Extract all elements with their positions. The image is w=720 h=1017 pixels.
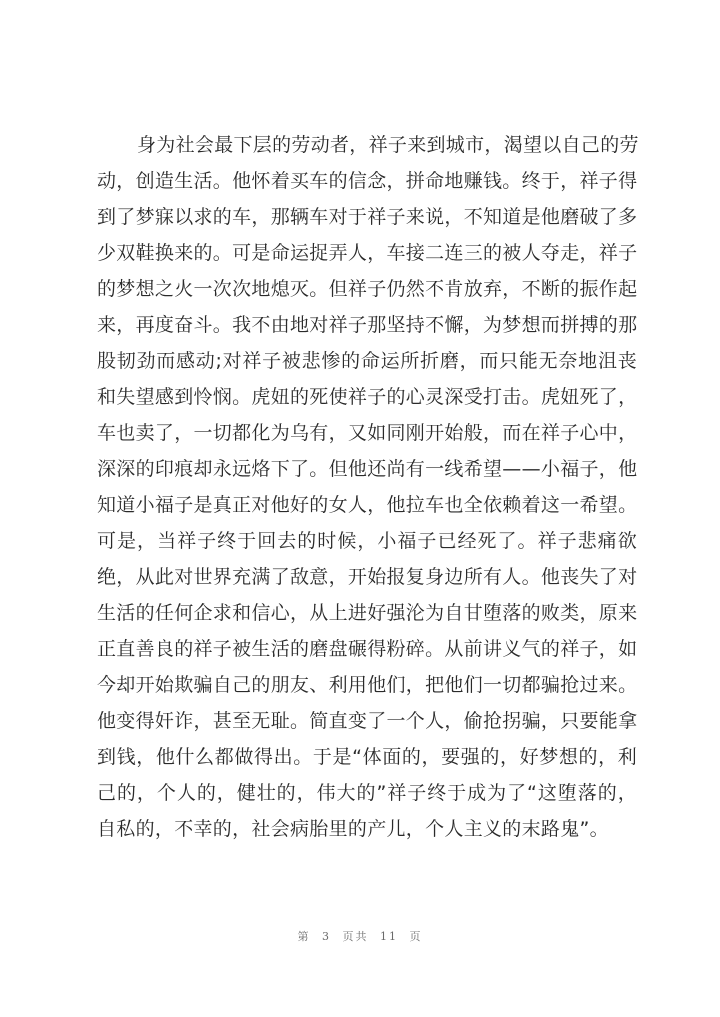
page-prefix: 第 <box>297 930 311 943</box>
page-footer <box>0 928 720 944</box>
page-middle: 页共 <box>342 930 369 943</box>
paragraph-line: 身为社会最下层的劳动者，祥子来到城市，渴望以自己的劳 <box>137 134 639 156</box>
page-suffix: 页 <box>409 930 423 943</box>
paragraph-line: 少双鞋换来的。可是命运捉弄人，车接二连三的被人夺走，祥子 <box>97 242 638 264</box>
paragraph-line: 自私的，不幸的，社会病胎里的产儿，个人主义的末路鬼”。 <box>97 818 609 840</box>
paragraph-line: 股韧劲而感动;对祥子被悲惨的命运所折磨，而只能无奈地沮丧 <box>97 350 637 372</box>
paragraph-line: 到钱，他什么都做得出。于是“体面的，要强的，好梦想的，利 <box>97 746 637 768</box>
page-number: 3 <box>322 930 331 943</box>
paragraph-line: 绝，从此对世界充满了敌意，开始报复身边所有人。他丧失了对 <box>97 566 638 588</box>
paragraph-line: 车也卖了，一切都化为乌有，又如同刚开始般，而在祥子心中， <box>97 422 638 444</box>
total-pages: 11 <box>380 930 398 943</box>
paragraph-line: 的梦想之火一次次地熄灭。但祥子仍然不肯放弃，不断的振作起 <box>97 278 638 300</box>
body-paragraph <box>97 127 637 847</box>
paragraph-line: 正直善良的祥子被生活的磨盘碾得粉碎。从前讲义气的祥子，如 <box>97 638 638 660</box>
paragraph-line: 今却开始欺骗自己的朋友、利用他们，把他们一切都骗抢过来。 <box>97 674 638 696</box>
paragraph-line: 深深的印痕却永远烙下了。但他还尚有一线希望——小福子，他 <box>97 458 638 480</box>
paragraph-line: 可是，当祥子终于回去的时候，小福子已经死了。祥子悲痛欲 <box>97 530 637 552</box>
paragraph-line: 到了梦寐以求的车，那辆车对于祥子来说，不知道是他磨破了多 <box>97 206 638 228</box>
paragraph-line: 和失望感到怜悯。虎妞的死使祥子的心灵深受打击。虎妞死了， <box>97 386 638 408</box>
paragraph-line: 知道小福子是真正对他好的女人，他拉车也全依赖着这一希望。 <box>97 494 638 516</box>
paragraph-line: 动，创造生活。他怀着买车的信念，拼命地赚钱。终于，祥子得 <box>97 170 638 192</box>
paragraph-line: 己的，个人的，健壮的，伟大的”祥子终于成为了“这堕落的， <box>97 782 637 804</box>
paragraph-line: 他变得奸诈，甚至无耻。简直变了一个人，偷抢拐骗，只要能拿 <box>97 710 638 732</box>
paragraph-line: 来，再度奋斗。我不由地对祥子那坚持不懈，为梦想而拼搏的那 <box>97 314 638 336</box>
paragraph-line: 生活的任何企求和信心，从上进好强沦为自甘堕落的败类，原来 <box>97 602 638 624</box>
